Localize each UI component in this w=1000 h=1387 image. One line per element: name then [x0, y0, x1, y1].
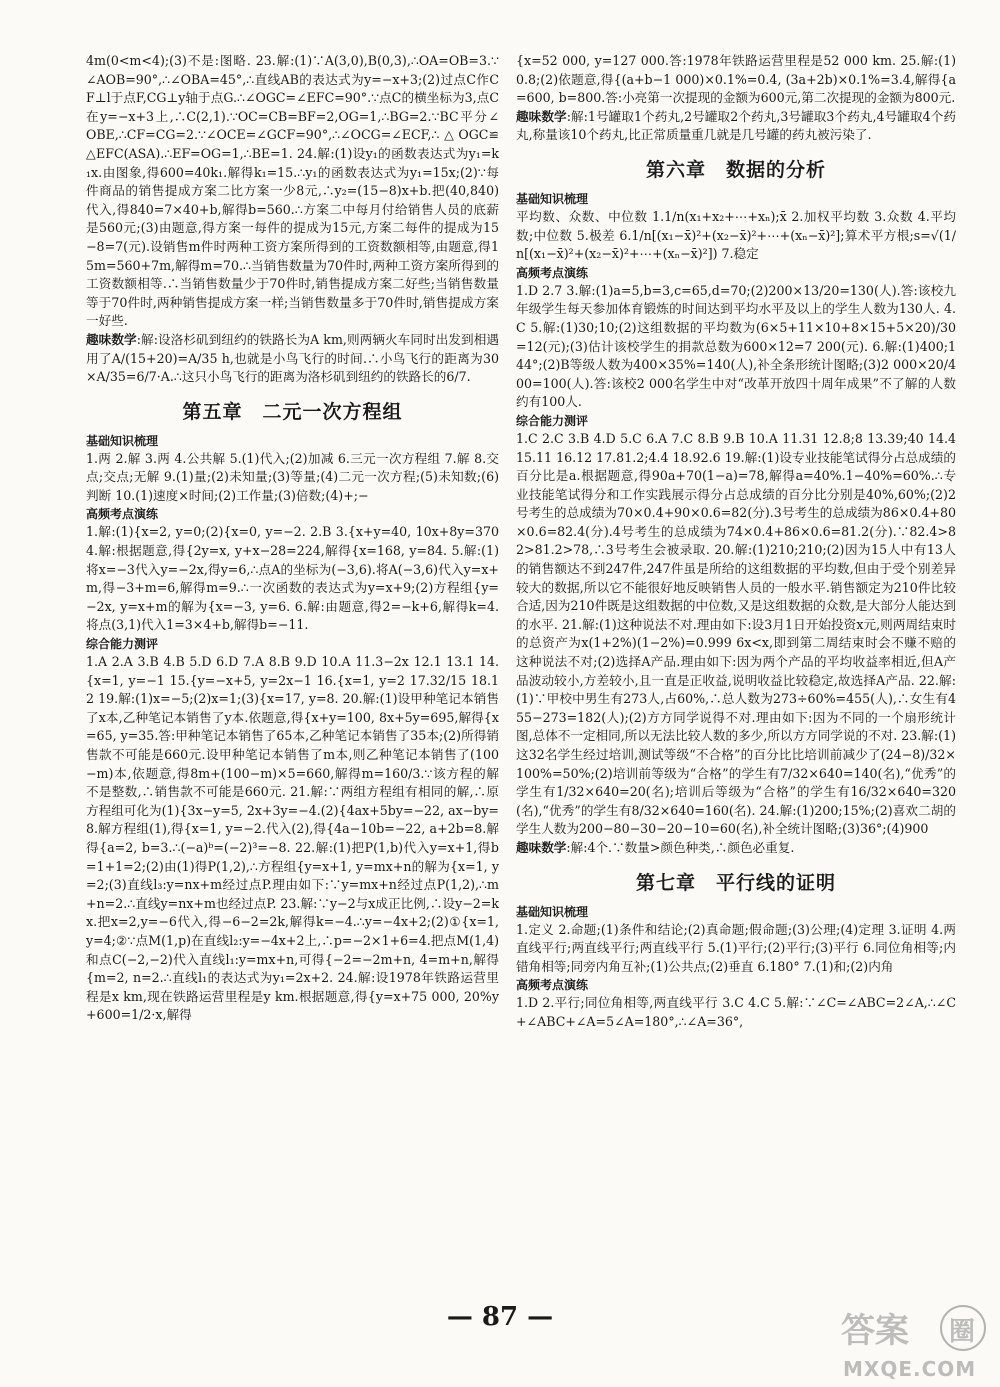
answer-paragraph: [516, 52, 956, 108]
answer-paragraph: [516, 282, 956, 412]
answer-paragraph: [516, 994, 956, 1031]
section-heading: 基础知识梳理: [516, 904, 589, 919]
section-heading: 基础知识梳理: [516, 191, 589, 206]
section-heading: 基础知识梳理: [86, 433, 159, 448]
right-column: [516, 52, 956, 1032]
svg-text:答案: 答案: [841, 1311, 909, 1351]
section-heading: 高频考点演练: [516, 978, 589, 993]
fun-math-label: 趣味数学: [516, 108, 567, 124]
answer-paragraph: [86, 653, 499, 1025]
left-column: [86, 52, 499, 1025]
chapter-title: 第六章 数据的分析: [645, 158, 826, 181]
section-heading: 高频考点演练: [516, 265, 589, 280]
fun-math-paragraph: [86, 331, 499, 387]
watermark-logo: [835, 1300, 990, 1382]
section-heading: 综合能力测评: [516, 413, 589, 428]
paragraph-text: {x=52 000, y=127 000.答:1978年铁路运营里程是52 000 km. 25.解:(1)0.8;(2)依题意,得{(a+b−1 000)×0.1%=0.4, (3a+2b)×0.1%=3.4,解得{a=600, b=800.答:小亮第一次提现的金额为600元,第二次提现的金额为800元.: [516, 53, 956, 106]
paragraph-text: 1.定义 2.命题;(1)条件和结论;(2)真命题;假命题;(3)公理;(4)定理 3.证明 4.两直线平行;两直线平行;两直线平行 5.(1)平行;(2)平行;(3)平行 6.同位角相等;内错角相等;同旁内角互补;(1)公共点;(2)垂直 6.180° 7.(1)和;(2)内角: [516, 921, 956, 974]
fun-math-paragraph: [516, 108, 956, 145]
paragraph-text: :解:设洛杉矶到纽约的铁路长为A km,则两辆火车同时出发到相遇用了A/(15+20)=A/35 h,也就是小鸟飞行的时间.∴小鸟飞行的距离为30×A/35=6/7·A.∴这只小鸟飞行的距离为洛杉矶到纽约的铁路长的6/7.: [86, 331, 499, 385]
page-number: — 87 —: [446, 1302, 554, 1332]
answer-paragraph: [516, 430, 956, 839]
fun-math-label: 趣味数学: [516, 839, 567, 855]
paragraph-text: 1.两 2.解 3.两 4.公共解 5.(1)代入;(2)加减 6.三元一次方程组 7.解 8.交点;交点;无解 9.(1)量;(2)未知量;(3)等量;(4)二元一次方程;(5)未知数;(6)判断 10.(1)速度×时间;(2)工作量;(3)倍数;(4)+;−: [86, 450, 499, 503]
fun-math-label: 趣味数学: [86, 331, 137, 347]
answer-paragraph: [86, 523, 499, 635]
paragraph-text: 1.D 2.平行;同位角相等,两直线平行 3.C 4.C 5.解:∵∠C=∠ABC=2∠A,∴∠C+∠ABC+∠A=5∠A=180°,∴∠A=36°,: [516, 995, 956, 1029]
paragraph-text: 4m(0<m<4);(3)不是:图略. 23.解:(1)∵A(3,0),B(0,3),∴OA=OB=3.∵∠AOB=90°,∴∠OBA=45°,∴直线AB的表达式为y=−x+3;(2)过点C作CF⊥l于点F,CG⊥y轴于点G.∴∠OGC=∠EFC=90°.∵点C的横坐标为3,点C在y=−x+3上,∴C(2,1).∵OC=CB=BF=2,OG=1,∴BG=2.∵BC平分∠OBE,∴CF=CG=2.∵∠OCE=∠GCF=90°,∴∠OCG=∠ECF,∴△OGC≌△EFC(ASA).∴EF=OG=1,∴BE=1. 24.解:(1)设y₁的函数表达式为y₁=k₁x.由图象,得600=40k₁.解得k₁=15.∴y₁的函数表达式为y₁=15x;(2)∵每件商品的销售提成方案二比方案一少8元,∴y₂=(15−8)x+b.把(40,840)代入,得840=7×40+b,解得b=560.∴方案二中每月付给销售人员的底薪是560元;(3)由题意,得方案一每件的提成为15元,方案二每件的提成为15−8=7(元).设销售m件时两种工资方案所得到的工资数额相等,由题意,得15m=560+7m,解得m=70.∴当销售数量为70件时,两种工资方案所得到的工资数额相等.∴当销售数量少于70件时,销售提成方案二好些;当销售数量等于70件时,两种销售提成方案一样;当销售数量多于70件时,销售提成方案一好些.: [86, 53, 499, 329]
paragraph-text: 1.C 2.C 3.B 4.D 5.C 6.A 7.C 8.B 9.B 10.A 11.31 12.8;8 13.39;40 14.4 15.11 16.12 17.81.2;4.4 18.92.6 19.解:(1)设专业技能笔试得分占总成绩的百分比是a.根据题意,得90a+70(1−a)=78,解得a=40%.1−40%=60%.∴专业技能笔试得分和工作实践展示得分占总成绩的百分比分别是40%,60%;(2)2号考生的总成绩为70×0.4+90×0.6=82(分).3号考生的总成绩为86×0.4+80×0.6=82.4(分).4号考生的总成绩为74×0.4+86×0.6=81.2(分).∵82.4>82>81.2>78,∴3号考生会被录取. 20.解:(1)210;210;(2)因为15人中有13人的销售额达不到247件,247件虽是所给的这组数据的平均数,但由于受个别差异较大的数据,所以它不能很好地反映销售人员的一般水平.销售额定为210件比较合适,因为210件既是这组数据的中位数,又是这组数据的众数,是大部分人能达到的水平. 21.解:(1)这种说法不对.理由如下:设3月1日开始投资x元,则两周结束时的总资产为x(1+2%)(1−2%)=0.999 6x<x,即到第二周结束时会不赚不赔的这种说法不对;(2)选择A产品.理由如下:因为两个产品的平均收益率相近,但A产品波动较小,方差较小,且一直是正收益,说明收益比较稳定,故选择A产品. 22.解:(1)∵甲校中男生有273人,占60%,∴总人数为273÷60%=455(人),∴女生有455−273=182(人);(2)方方同学说得不对.理由如下:因为不同的一个扇形统计图,总体不一定相同,所以无法比较人数的多少,所以方方同学说的不对. 23.解:(1)这32名学生经过培训,测试等级“不合格”的百分比比培训前减少了(24−8)/32×100%=50%;(2)培训前等级为“合格”的学生有7/32×640=140(名),“优秀”的学生有1/32×640=20(名);培训后等级为“合格”的学生有16/32×640=320(名),“优秀”的学生有8/32×640=160(名). 24.解:(1)200;15%;(2)喜欢二胡的学生人数为200−80−30−20−10=60(名),补全统计图略;(3)36°;(4)900: [516, 430, 956, 837]
paragraph-text: :解:4个.∵数量>颜色种类,∴颜色必重复.: [566, 839, 795, 855]
paragraph-text: 1.解:(1){x=2, y=0;(2){x=0, y=−2. 2.B 3.{x+y=40, 10x+8y=370 4.解:根据题意,得{2y=x, y+x−28=224,解得{x=168, y=84. 5.解:(1)将x=−3代入y=−2x,得y=6,∴点A的坐标为(−3,6).将A(−3,6)代入y=x+m,得−3+m=6,解得m=9.∴一次函数的表达式为y=x+9;(2)方程组{y=−2x, y=x+m的解为{x=−3, y=6. 6.解:由题意,得2=−k+6,解得k=4. 将点(3,1)代入1=3×4+b,解得b=−11.: [86, 524, 499, 633]
chapter-title: 第七章 平行线的证明: [635, 871, 836, 894]
answer-paragraph: [516, 921, 956, 977]
paragraph-text: :解:1号罐取1个药丸,2号罐取2个药丸,3号罐取3个药丸,4号罐取4个药丸,称量该10个药丸,比正常质量重几就是几号罐的药丸被污染了.: [516, 108, 956, 143]
section-heading: 综合能力测评: [86, 637, 159, 652]
answer-paragraph: [86, 52, 499, 331]
paragraph-text: 1.A 2.A 3.B 4.B 5.D 6.D 7.A 8.B 9.D 10.A 11.3−2x 12.1 13.1 14.{x=1, y=−1 15.{y=−x+5, y=2x−1 16.{x=1, y=2 17.32/15 18.12 19.解:(1)x=−5;(2)x=1;(3){x=17, y=8. 20.解:(1)设甲种笔记本销售了x本,乙种笔记本销售了y本.依题意,得{x+y=100, 8x+5y=695,解得{x=65, y=35.答:甲种笔记本销售了65本,乙种笔记本销售了35本;(2)所得销售款不可能是660元.设甲种笔记本销售了m本,则乙种笔记本销售了(100−m)本,依题意,得8m+(100−m)×5=660,解得m=160/3.∵该方程的解不是整数,∴销售款不可能是660元. 21.解:∵两组方程组有相同的解,∴原方程组可化为(1){3x−y=5, 2x+3y=−4.(2){4ax+5by=−22, ax−by=8.解方程组(1),得{x=1, y=−2.代入(2),得{4a−10b=−22, a+2b=8.解得{a=2, b=3.∴(−a)ᵇ=(−2)³=−8. 22.解:(1)把P(1,b)代入y=x+1,得b=1+1=2;(2)由(1)得P(1,2),∴方程组{y=x+1, y=mx+n的解为{x=1, y=2;(3)直线l₃:y=nx+m经过点P.理由如下:∵y=mx+n经过点P(1,2),∴m+n=2.∴直线y=nx+m也经过点P. 23.解:∵y−2与x成正比例,∴设y−2=kx.把x=2,y=−6代入,得−6−2=2k,解得k=−4.∴y=−4x+2;(2)①{x=1, y=4;②∵点M(1,p)在直线l₂:y=−4x+2上,∴p=−2×1+6=4.把点M(1,4)和点C(−2,−2)代入直线l₁:y=mx+n,可得{−2=−2m+n, 4=m+n,解得{m=2, n=2.∴直线l₁的表达式为y₁=2x+2. 24.解:设1978年铁路运营里程是x km,现在铁路运营里程是y km.根据题意,得{y=x+75 000, 20%y+600=1/2·x,解得: [86, 654, 499, 1023]
fun-math-paragraph: [516, 839, 956, 858]
svg-text:圈: 圈: [949, 1317, 976, 1347]
answer-paragraph: [516, 208, 956, 264]
chapter-title: 第五章 二元一次方程组: [182, 400, 403, 423]
answer-paragraph: [86, 450, 499, 506]
svg-text:MXQE.COM: MXQE.COM: [843, 1357, 977, 1381]
paragraph-text: 1.D 2.7 3.解:(1)a=5,b=3,c=65,d=70;(2)200×13/20=130(人).答:该校九年级学生每天参加体育锻炼的时间达到平均水平及以上的学生人数为130人. 4.C 5.解:(1)30;10;(2)这组数据的平均数为(6×5+11×10+8×15+5×20)/30=12(元);(3)估计该校学生的捐款总数为600×12=7 200(元). 6.解:(1)400;144°;(2)B等级人数为400×35%=140(人),补全条形统计图略;(3)2 000×20/400=100(人).答:该校2 000名学生中对“改革开放四十周年成果”不了解的人数约有100人.: [516, 282, 956, 410]
paragraph-text: 平均数、众数、中位数 1.1/n(x₁+x₂+⋯+xₙ);x̄ 2.加权平均数 3.众数 4.平均数;中位数 5.极差 6.1/n[(x₁−x̄)²+(x₂−x̄)²+⋯+(xₙ−x̄)²];算术平方根;s=√(1/n[(x₁−x̄)²+(x₂−x̄)²+⋯+(xₙ−x̄)²]) 7.稳定: [516, 208, 956, 262]
section-heading: 高频考点演练: [86, 507, 159, 522]
